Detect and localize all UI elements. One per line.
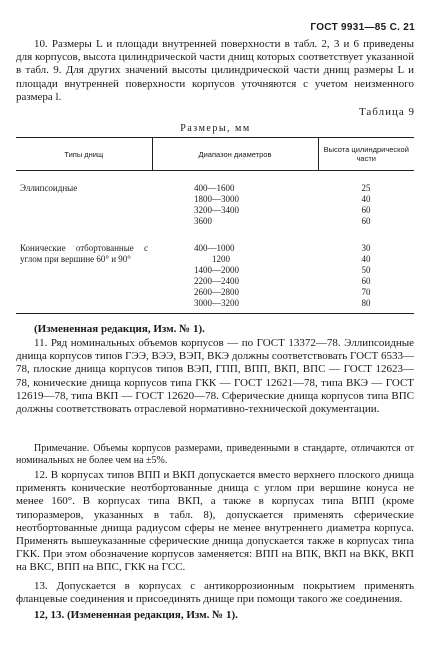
height-value: 60 bbox=[361, 216, 371, 226]
height-value: 60 bbox=[361, 205, 371, 215]
diameter-value: 3600 bbox=[194, 216, 212, 226]
diameter-value: 400—1600 bbox=[194, 183, 235, 193]
row-heights bbox=[318, 171, 414, 230]
amendment-note-1: (Измененная редакция, Изм. № 1). bbox=[34, 323, 205, 335]
header-height: Высота цилиндрической части bbox=[318, 138, 414, 171]
diameter-value: 2600—2800 bbox=[194, 287, 239, 297]
height-value: 40 bbox=[361, 254, 371, 264]
diameter-value: 3200—3400 bbox=[194, 205, 239, 215]
height-value: 30 bbox=[361, 243, 371, 253]
header-diameters: Диапазон диаметров bbox=[152, 138, 318, 171]
diameter-value: 1400—2000 bbox=[194, 265, 239, 275]
row-diameters bbox=[152, 229, 318, 314]
table-row bbox=[16, 229, 414, 314]
table-9 bbox=[16, 137, 414, 314]
diameter-value: 3000—3200 bbox=[194, 298, 239, 308]
paragraph-13: 13. Допускается в корпусах с антикоррозионным покрытием применять фланцевые соединения и присоединять днище при помощи такого же соединения. bbox=[16, 580, 414, 606]
diameter-value: 1800—3000 bbox=[194, 194, 239, 204]
note: Примечание. Объемы корпусов размерами, приведенными в стандарте, отличаются от номинальных не более чем на ±5%. bbox=[16, 443, 414, 466]
height-value: 25 bbox=[361, 183, 371, 193]
row-heights bbox=[318, 229, 414, 314]
paragraph-11: 11. Ряд номинальных объемов корпусов — по ГОСТ 13372—78. Эллипсоидные днища корпусов типов ГЭЭ, ВЭЭ, ВЭП, ВКЭ должны соответствовать ГОСТ 6533—78, плоские днища корпусов типов ВЭП, ГПП, ВПП, ВКП, ВПС — ГОСТ 12623—78, конические днища корпусов типа ГКК — ГОСТ 12621—78, типа ВКЭ — ГОСТ 12619—78, типа ВКП — ГОСТ 12620—78. Сферические днища корпусов типа ВПС должны соответствовать отраслевой нормативно-технической документации. bbox=[16, 337, 414, 416]
amendment-note-2: 12, 13. (Измененная редакция, Изм. № 1). bbox=[34, 609, 238, 621]
height-value: 50 bbox=[361, 265, 371, 275]
height-value: 80 bbox=[361, 298, 371, 308]
diameter-value: 2200—2400 bbox=[194, 276, 239, 286]
table-row bbox=[16, 171, 414, 230]
paragraph-12: 12. В корпусах типов ВПП и ВКП допускается вместо верхнего плоского днища применять конические неотбортованные днища с углом при вершине конуса не менее 160°. В корпусах типа ВКП, а также в корпусах типа ВПП (кроме типоразмеров, указанных в табл. 8), допускается применять сферические неотбортованные днища радиусом сферы не менее внутреннего диаметра корпуса. Применять вышеуказанные сферические днища допускается также в корпусах типа ГКК. При этом обозначение корпусов заменяется: ВПП на ВПК, ВКП на ВКК, ВКП на ВКС, ВПП на ВПС, ГКК на ГСС. bbox=[16, 469, 414, 574]
table-subtitle: Размеры, мм bbox=[180, 123, 251, 134]
running-head: ГОСТ 9931—85 С. 21 bbox=[310, 22, 415, 33]
diameter-value: 400—1000 bbox=[194, 243, 235, 253]
row-type: Конические отбортованные с углом при вершине 60° и 90° bbox=[16, 229, 152, 314]
row-type: Эллипсоидные bbox=[20, 183, 78, 193]
header-type: Типы днищ bbox=[16, 138, 152, 171]
row-diameters bbox=[152, 171, 318, 230]
height-value: 40 bbox=[361, 194, 371, 204]
height-value: 60 bbox=[361, 276, 371, 286]
table-caption: Таблица 9 bbox=[358, 106, 415, 118]
height-value: 70 bbox=[361, 287, 371, 297]
paragraph-10: 10. Размеры L и площади внутренней поверхности в табл. 2, 3 и 6 приведены для корпусов, высота цилиндрической части днищ которых соответствует указанной в табл. 9. Для других значений высоты цилиндрической части днищ размеры L и площади внутренней поверхности корпусов уточняются с учетом неизменного размера l. bbox=[16, 38, 414, 103]
diameter-value: 1200 bbox=[212, 254, 230, 264]
